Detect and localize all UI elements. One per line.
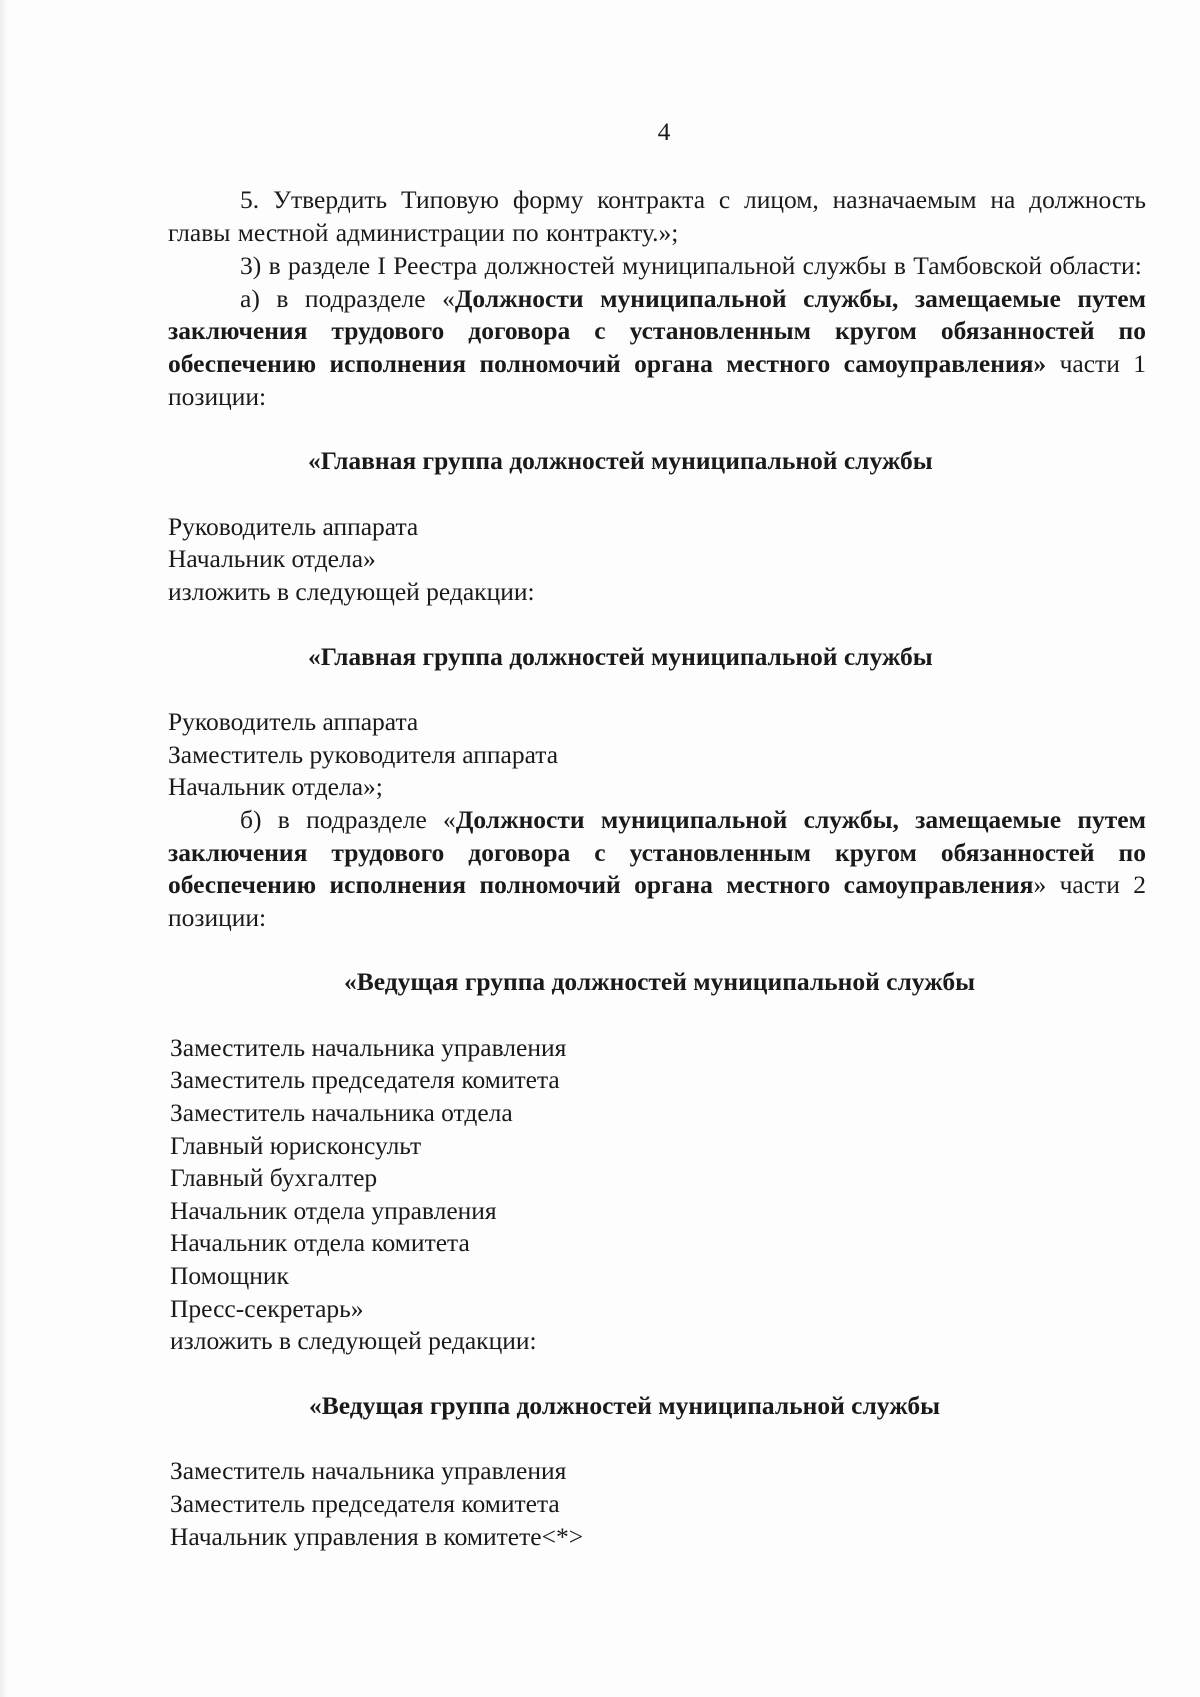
paragraph-3b-prefix: б) в подразделе « bbox=[240, 804, 456, 834]
paragraph-3a-suffix: части 1 позиции: bbox=[168, 348, 1146, 411]
position-list-leading-new bbox=[170, 1455, 1146, 1553]
list-item: Заместитель начальника управления bbox=[170, 1456, 567, 1486]
position-list-main-old bbox=[168, 511, 1146, 609]
list-item: Заместитель председателя комитета bbox=[170, 1065, 560, 1095]
list-item: Начальник отдела»; bbox=[168, 772, 383, 802]
position-list-main-new bbox=[168, 706, 1146, 804]
page-number: 4 bbox=[657, 117, 671, 146]
paragraph-3b-bold: Должности муниципальной службы, замещаемые путем заключения трудового договора с установленным кругом обязанностей по обеспечению исполнения полномочий органа местного самоуправления bbox=[168, 804, 1146, 900]
paragraph-3b-suffix: » части 2 позиции: bbox=[168, 870, 1146, 932]
list-item: Главный бухгалтер bbox=[170, 1163, 378, 1193]
list-item: Начальник отдела комитета bbox=[170, 1228, 470, 1258]
list-item: Руководитель аппарата bbox=[168, 511, 419, 541]
group-heading-main-old: «Главная группа должностей муниципальной службы bbox=[308, 446, 933, 476]
list-item: Заместитель руководителя аппарата bbox=[168, 739, 559, 769]
list-item: Заместитель председателя комитета bbox=[170, 1489, 560, 1518]
list-item: Главный юрисконсульт bbox=[170, 1130, 422, 1160]
list-item: Заместитель начальника отдела bbox=[170, 1098, 513, 1128]
paragraph-3b bbox=[168, 804, 1146, 934]
group-heading-leading-new: «Ведущая группа должностей муниципальной службы bbox=[309, 1390, 941, 1420]
paragraph-3a bbox=[168, 283, 1146, 413]
list-item: изложить в следующей редакции: bbox=[168, 576, 535, 606]
list-item: Начальник управления в комитете<*> bbox=[170, 1521, 584, 1551]
list-item: Заместитель начальника управления bbox=[170, 1032, 567, 1062]
scan-edge-shadow bbox=[0, 0, 8, 1697]
position-list-leading-old bbox=[170, 1032, 1146, 1358]
list-item: изложить в следующей редакции: bbox=[170, 1326, 537, 1356]
list-item: Помощник bbox=[170, 1261, 289, 1291]
paragraph-3a-prefix: а) в подразделе « bbox=[240, 283, 455, 313]
paragraph-3a-bold: Должности муниципальной службы, замещаемые путем заключения трудового договора с установленным кругом обязанностей по обеспечению исполнения полномочий органа местного самоуправления» bbox=[168, 283, 1146, 378]
list-item: Пресс-секретарь» bbox=[170, 1293, 364, 1323]
list-item: Начальник отдела управления bbox=[170, 1195, 497, 1225]
group-heading-main-new: «Главная группа должностей муниципальной службы bbox=[308, 641, 933, 671]
list-item: Руководитель аппарата bbox=[168, 707, 419, 737]
group-heading-leading-old: «Ведущая группа должностей муниципальной службы bbox=[344, 967, 976, 997]
paragraph-5: 5. Утвердить Типовую форму контракта с лицом, назначаемым на должность главы местной администрации по контракту.»; bbox=[168, 185, 1146, 247]
paragraph-3: 3) в разделе I Реестра должностей муниципальной службы в Тамбовской области: bbox=[240, 251, 1142, 281]
document-body bbox=[168, 116, 1146, 1553]
list-item: Начальник отдела» bbox=[168, 544, 376, 574]
